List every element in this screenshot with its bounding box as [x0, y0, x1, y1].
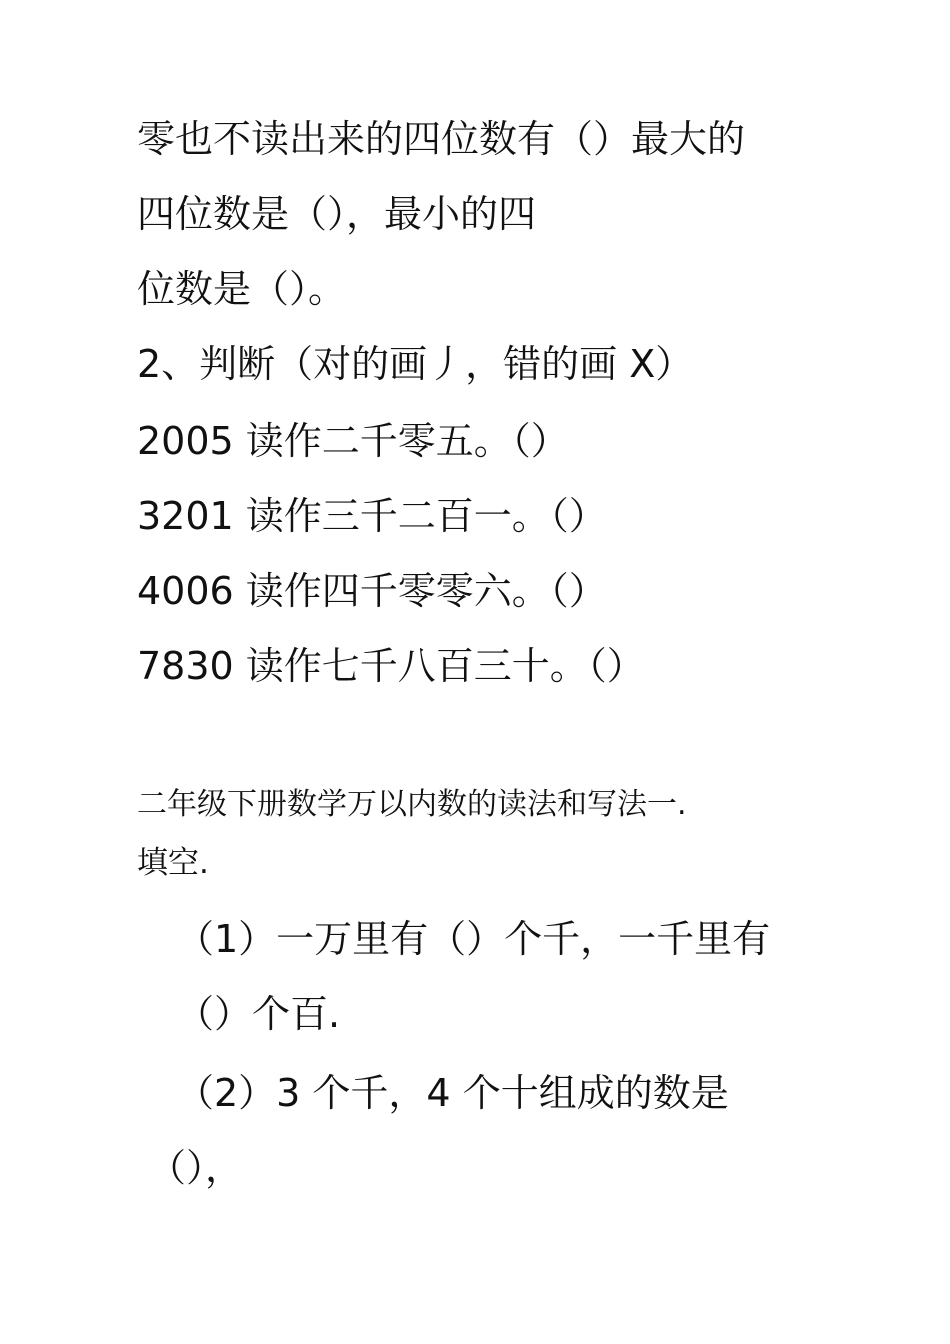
text-line-zero-not-read: 零也不读出来的四位数有（）最大的: [137, 117, 746, 161]
judge-item: 4006 读作四千零零六。（）: [137, 569, 607, 613]
question-2-line-2: （），: [148, 1146, 244, 1190]
fill-blank-label: 填空.: [137, 845, 209, 881]
question-1-line-2: （）个百.: [176, 992, 341, 1036]
judge-heading: 2、判断（对的画丿，错的画 X）: [137, 342, 694, 386]
page-title: 二年级下册数学万以内数的读法和写法一.: [137, 787, 687, 822]
text-line-smallest-four-digit: 位数是（）。: [137, 267, 347, 311]
question-2-line-1: （2）3 个千，4 个十组成的数是: [176, 1071, 729, 1115]
judge-item: 3201 读作三千二百一。（）: [137, 494, 607, 538]
judge-item: 2005 读作二千零五。（）: [137, 419, 569, 463]
judge-item: 7830 读作七千八百三十。（）: [137, 644, 645, 688]
question-1-line-1: （1）一万里有（）个千，一千里有: [176, 917, 771, 961]
text-line-largest-four-digit: 四位数是（），最小的四: [137, 192, 537, 236]
